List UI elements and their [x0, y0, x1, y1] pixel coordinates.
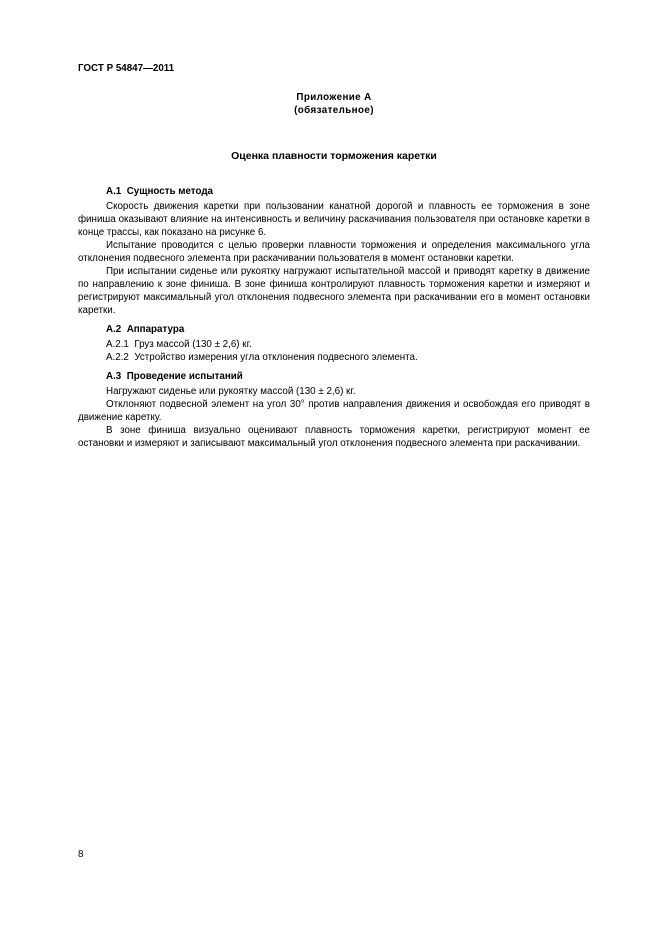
page-number: 8: [78, 849, 84, 860]
doc-number: ГОСТ Р 54847—2011: [78, 63, 175, 74]
section-a3: [78, 370, 590, 450]
section-a2-heading: А.2 Аппаратура: [106, 324, 185, 335]
paragraph: При испытании сиденье или рукоятку нагружают испытательной массой и приводят каретку в движение по направлению к зоне финиша. В зоне финиша контролируют плавность торможения каретки и измеряют и регистрируют максимальный угол отклонения подвесного элемента при раскачивании его в момент остановки каретки.: [78, 266, 590, 316]
paragraph: Отклоняют подвесной элемент на угол 30° против направления движения и освобождая его приводят в движение каретку.: [78, 399, 590, 423]
annex-block: [78, 91, 590, 117]
annex-type: (обязательное): [294, 105, 374, 116]
paragraph: А.2.1 Груз массой (130 ± 2,6) кг.: [106, 339, 252, 350]
paragraph: Испытание проводится с целью проверки плавности торможения и определения максимального угла отклонения подвесного элемента при раскачивании пользователя в момент остановки каретки.: [78, 240, 590, 264]
paragraph: Скорость движения каретки при пользовании канатной дорогой и плавность ее торможения в зоне финиша оказывают влияние на интенсивность и величину раскачивания пользователя при остановке каретки в конце трассы, как показано на рисунке 6.: [78, 201, 590, 238]
section-a1: [78, 185, 590, 317]
document-title: Оценка плавности торможения каретки: [231, 150, 437, 162]
paragraph: А.2.2 Устройство измерения угла отклонения подвесного элемента.: [106, 352, 418, 363]
section-a2: [78, 323, 590, 364]
paragraph: Нагружают сиденье или рукоятку массой (130 ± 2,6) кг.: [106, 386, 356, 397]
annex-label: Приложение А: [296, 92, 372, 103]
section-a3-heading: А.3 Проведение испытаний: [106, 371, 243, 382]
section-a1-heading: А.1 Сущность метода: [106, 186, 214, 197]
paragraph: В зоне финиша визуально оценивают плавность торможения каретки, регистрируют момент ее остановки и измеряют и записывают максимальный угол отклонения подвесного элемента при раскачивании.: [78, 425, 590, 449]
